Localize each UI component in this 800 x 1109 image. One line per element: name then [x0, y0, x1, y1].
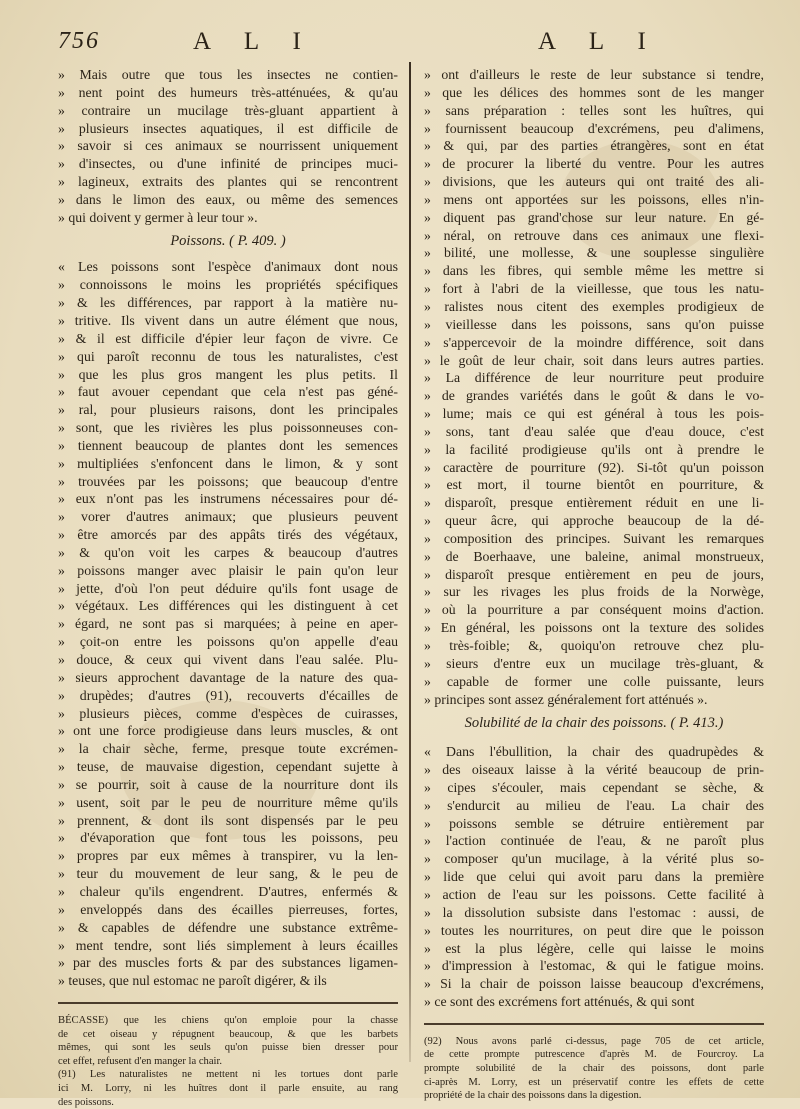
text-line: » très-foible; &, quoiqu'on retrouve chez plu- [424, 638, 764, 653]
text-line: » dans le limon des eaux, ou même des semences [58, 191, 398, 207]
footnote-line: BÉCASSE) que les chiens qu'on emploie pour la chasse [58, 1015, 398, 1027]
text-line: » être amorcés par des appâts tirés des végétaux, [58, 527, 398, 543]
text-line: » capable de former une colle puissante, leurs [424, 673, 764, 689]
text-line: » d'évaporation que font tous les poissons, peu [58, 830, 398, 846]
text-line: » par des muscles forts & par des substances ligamen- [58, 955, 398, 971]
text-line: » & il est difficile d'épier leur façon de vivre. Ce [58, 330, 398, 346]
text-line: » faut avouer cependant que cela n'est pas géné- [58, 384, 398, 400]
text-line: » Si la chair de poisson laisse beaucoup d'excrémens, [424, 976, 764, 992]
footnote-line: propriété de la chair des poissons dans la digestion. [424, 1090, 642, 1102]
footnote-line: mêmes, qui sont les seuls qu'on puisse bien dresser pour [58, 1042, 398, 1054]
text-line: » lume; mais ce qui est général à tous les pois- [424, 406, 764, 422]
right-continued-text [424, 66, 764, 708]
text-line: » savoir si ces animaux se nourrissent uniquement [58, 138, 398, 154]
text-line: » composition des principes. Suivant les remarques [424, 530, 764, 546]
text-line: » vieillesse dans les poissons, sans qu'on puisse [424, 316, 764, 332]
text-line: » principes sont assez généralement fort atténués ». [424, 691, 708, 707]
text-line: » bilité, une mollesse, & une souplesse singulière [424, 245, 764, 261]
text-line: » mens ont apportées sur les poissons, elles n'in- [424, 191, 764, 207]
text-line: » ont une force prodigieuse dans leurs muscles, & ont [58, 723, 398, 739]
text-line: « Les poissons sont l'espèce d'animaux dont nous [58, 259, 398, 275]
text-line: » s'endurcit au milieu de l'eau. La chair des [424, 797, 764, 813]
text-line: » néral, on retrouve dans ces animaux une flexi- [424, 227, 764, 243]
text-line: » & qu'on voit les carpes & beaucoup d'autres [58, 544, 398, 560]
text-line: » la facilité prodigieuse qu'ils ont à prendre le [424, 441, 764, 457]
text-line: » se pourrir, soit à cause de la nourriture dont ils [58, 776, 398, 792]
footnote-line: cet effet, refusent d'en manger la chair. [58, 1055, 223, 1067]
text-line: » poissons semble se détruire entièrement par [424, 815, 764, 831]
text-line: » que les délices des hommes sont de les manger [424, 84, 764, 100]
right-body-text [424, 743, 764, 1011]
text-line: » plusieurs pièces, comme d'espèces de cuirasses, [58, 705, 398, 721]
text-line: » poissons manger avec plaisir le pain qu'on leur [58, 562, 398, 578]
text-line: » la chair sèche, ferme, presque toute excrémen- [58, 741, 398, 757]
text-line: » de grandes variétés dans le goût & dans le vo- [424, 388, 764, 404]
footnote-line: ici M. Lorry, ni les huîtres dont il parle ensuite, au rang [58, 1083, 398, 1094]
text-line: » est la plus légère, celle qui laisse le moins [424, 940, 764, 956]
text-line: » de Boerhaave, une baleine, animal monstrueux, [424, 548, 764, 564]
text-line: » jette, d'où l'on peut déduire qu'ils font usage de [58, 580, 398, 596]
text-line: » végétaux. Les différences qui les distinguent à cet [58, 598, 398, 614]
text-line: » divisions, que les auteurs qui ont traité des ali- [424, 174, 764, 190]
text-line: » & capables de défendre une substance extrême- [58, 919, 398, 935]
text-line: » teuses, que nul estomac ne paroît digérer, & ils [58, 973, 327, 989]
text-line: » disparoît presque entièrement en peu de jours, [424, 566, 764, 582]
left-footnotes [58, 1014, 398, 1109]
page-number: 756 [58, 28, 100, 54]
text-line: » La différence de leur nourriture peut produire [424, 370, 764, 386]
text-line: » Mais outre que tous les insectes ne contien- [58, 67, 398, 82]
text-line: » le goût de leur chair, soit dans leurs autres parties. [424, 352, 764, 368]
text-line: » est mort, il tourne bientôt en pourriture, & [424, 477, 764, 493]
footnote-line: de cet oiseau y répugnent beaucoup, & que les barbets [58, 1028, 398, 1040]
text-line: » eux n'ont pas les instrumens nécessaires pour dé- [58, 491, 398, 507]
text-line: » fort à l'abri de la vieillesse, que tous les natu- [424, 281, 764, 297]
text-line: » ralistes nous citent des exemples prodigieux de [424, 298, 764, 314]
text-line: » teur du mouvement de leur sang, & le peu de [58, 866, 398, 882]
text-line: « Dans l'ébullition, la chair des quadrupèdes & [424, 744, 764, 760]
left-body-text [58, 258, 398, 990]
text-line: » égard, ne sont pas si marquées; à peine en aper- [58, 616, 398, 632]
right-footnotes [424, 1035, 764, 1103]
text-line: » nent point des humeurs très-atténuées, & qu'au [58, 84, 398, 100]
text-line: » & les différences, par rapport à la matière nu- [58, 295, 398, 311]
text-line: » En général, les poissons ont la texture des solides [424, 620, 764, 636]
text-line: » action de l'eau sur les poissons. Cette facilité à [424, 886, 764, 902]
footnote-line: de cette prompte putrescence d'après M. de Fourcroy. La [424, 1049, 764, 1061]
text-line: » toutes les nourritures, on peut dire que le poisson [424, 922, 764, 938]
text-line: » enveloppés dans des écailles pierreuses, fortes, [58, 901, 398, 917]
text-line: » où la pourriture a par conséquent moins d'action. [424, 602, 764, 618]
text-line: » multipliées s'enfoncent dans le limon, & y sont [58, 455, 398, 471]
text-line: » lagineux, extraits des plantes qui se rencontrent [58, 174, 398, 190]
text-line: » sans préparation : telles sont les huîtres, qui [424, 102, 764, 118]
text-line: » d'insectes, ou d'une infinité de principes muci- [58, 156, 398, 172]
text-line: » sons, tant d'eau salée que d'eau douce, c'est [424, 423, 764, 439]
text-line: » tritive. Ils vivent dans un autre élément que nous, [58, 312, 398, 328]
left-column [58, 66, 398, 1109]
text-line: » connoissons le moins les propriétés spécifiques [58, 277, 398, 293]
footnote-rule [424, 1023, 764, 1025]
running-header [58, 28, 788, 60]
text-line: » la dissolution subsiste dans l'estomac : aussi, de [424, 904, 764, 920]
running-title-left: A L I [193, 28, 315, 55]
text-line: » plusieurs insectes aquatiques, il est difficile de [58, 120, 398, 136]
text-line: » sont, que les rivières les plus poissonneuses con- [58, 420, 398, 436]
text-line: » contraire un mucilage très-gluant appartient à [58, 102, 398, 118]
text-line: » disparoît, presque entièrement réduit en une li- [424, 495, 764, 511]
footnote-line: prompte solubilité de la chair des poissons, dont parle [424, 1063, 764, 1075]
text-line: » sur les rivages les plus froids de la Norwège, [424, 584, 764, 600]
left-intro-text [58, 66, 398, 227]
text-line: » tiennent beaucoup de plantes dont les semences [58, 437, 398, 453]
column-divider [409, 62, 411, 1062]
text-line: » que les plus gros mangent les plus petits. Il [58, 366, 398, 382]
text-line: » s'appercevoir de la moindre différence, soit dans [424, 334, 764, 350]
text-line: » ral, pour plusieurs raisons, dont les principales [58, 402, 398, 418]
running-title-right: A L I [538, 28, 660, 55]
section-heading-solubilite: Solubilité de la chair des poissons. ( P. 413.) [464, 715, 724, 732]
text-line: » & qui, par des parties étrangères, sont en état [424, 138, 764, 154]
text-line: » ce sont des excrémens fort atténués, & qui sont [424, 994, 695, 1010]
text-line: » vorer d'autres animaux; que plusieurs peuvent [58, 509, 398, 525]
text-line: » qui doivent y germer à leur tour ». [58, 209, 258, 225]
text-line: » diquent pas grand'chose sur leur nature. En gé- [424, 209, 764, 225]
text-line: » trouvées par les poissons; que beaucoup d'entre [58, 473, 398, 489]
text-line: » d'impression à l'estomac, & qui le fatigue moins. [424, 958, 764, 974]
footnote-rule [58, 1002, 398, 1004]
text-line: » l'action continuée de l'eau, & ne paroît plus [424, 833, 764, 849]
text-line: » prennent, & dont ils sont dispensés par le peu [58, 812, 398, 828]
text-line: » douce, & ceux qui vivent dans l'eau salée. Plu- [58, 652, 398, 667]
text-line: » composer qu'un mucilage, à la vérité plus so- [424, 851, 764, 867]
text-line: » çoit-on entre les poissons qu'on appelle d'eau [58, 634, 398, 650]
footnote-line: (91) Les naturalistes ne mettent ni les tortues dont parle [58, 1069, 398, 1081]
footnote-line: ci-après M. Lorry, est un préservatif contre les effets de cette [424, 1076, 764, 1088]
section-heading-poissons: Poissons. ( P. 409. ) [170, 232, 286, 249]
text-line: » propres par eux mêmes à transpirer, vu la len- [58, 848, 398, 864]
footnote-line: (92) Nous avons parlé ci-dessus, page 705 de cet article, [424, 1035, 764, 1047]
text-line: » sieurs approchent davantage de la nature des qua- [58, 669, 398, 685]
text-line: » chaleur qu'ils engendrent. D'autres, enfermés & [58, 883, 398, 899]
text-line: » ont d'ailleurs le reste de leur substance si tendre, [424, 67, 764, 82]
text-line: » lide que celui qui avoit paru dans la première [424, 869, 764, 885]
text-line: » dans les fibres, qui semble même les mettre si [424, 263, 764, 279]
text-line: » des oiseaux laisse à la vérité beaucoup de prin- [424, 762, 764, 778]
footnote-line: des poissons. [58, 1096, 114, 1108]
text-line: » cipes s'écouler, mais cependant se sèche, & [424, 779, 764, 795]
text-line: » caractère de pourriture (92). Si-tôt qu'un poisson [424, 459, 764, 475]
text-line: » fournissent beaucoup d'excrémens, peu d'alimens, [424, 120, 764, 136]
text-line: » de procurer la liberté du ventre. Pour les autres [424, 156, 764, 172]
text-line: » sieurs d'entre eux un mucilage très-gluant, & [424, 655, 764, 671]
text-line: » qui paroît reconnu de tous les naturalistes, c'est [58, 348, 398, 364]
text-line: » usent, soit par le peu de nourriture même qu'ils [58, 794, 398, 810]
text-line: » ment tendre, sont liés simplement à leurs écailles [58, 937, 398, 953]
text-line: » queur âcre, qui approche beaucoup de la dé- [424, 513, 764, 529]
text-line: » drupèdes; d'autres (91), recouverts d'écailles de [58, 687, 398, 703]
right-column [424, 66, 764, 1103]
text-line: » teuse, de mauvaise digestion, cependant sujette à [58, 759, 398, 775]
